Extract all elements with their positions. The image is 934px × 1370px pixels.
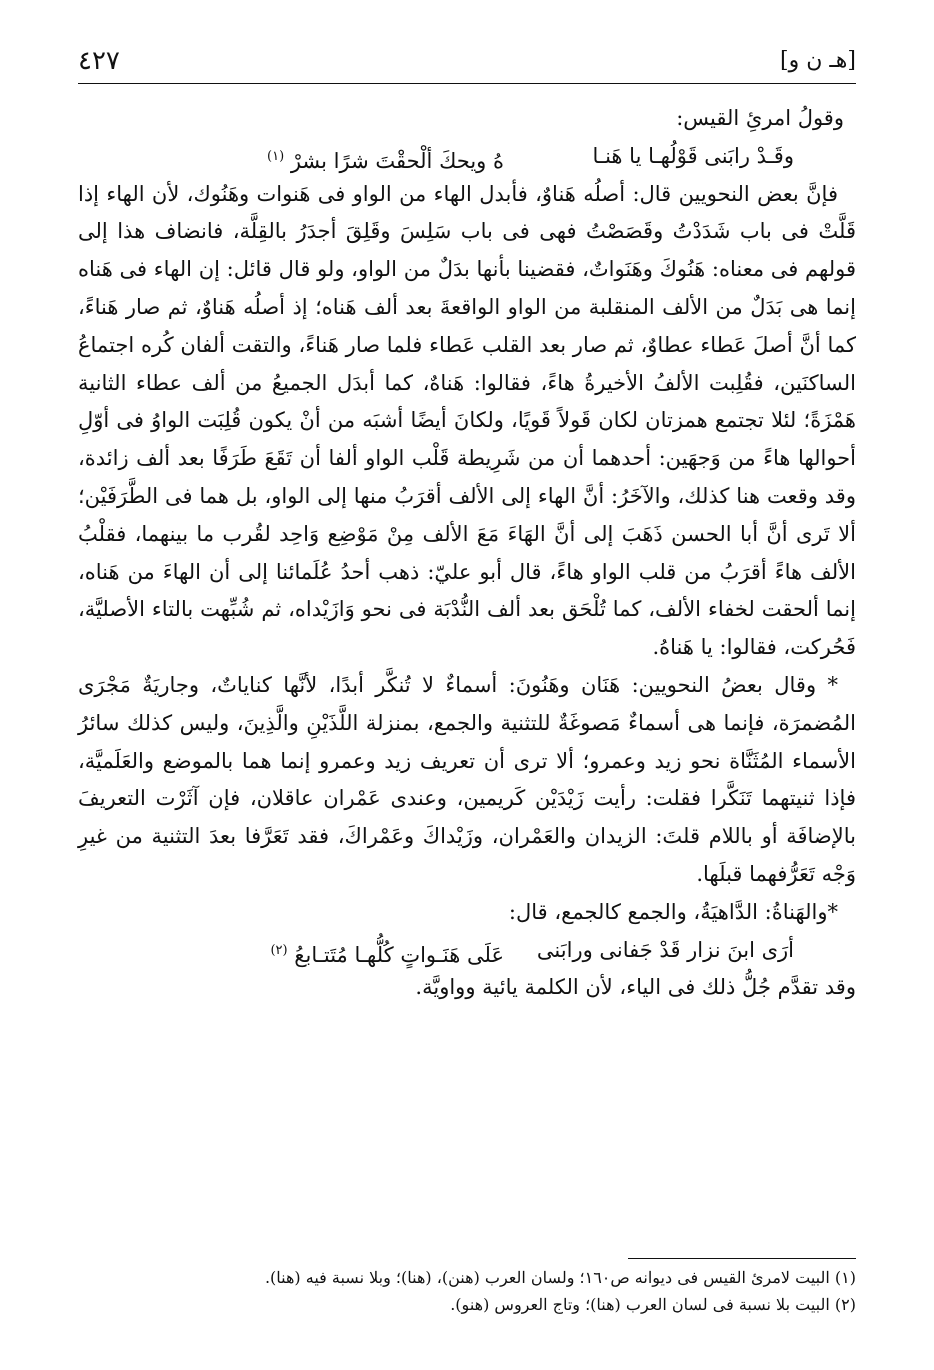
footnote-marker-2: (٢) [270, 942, 288, 958]
paragraph-intro: وقولُ امرئِ القيس: [676, 106, 844, 130]
verse-1-second-hemistich [267, 138, 504, 176]
page-number: ٤٢٧ [78, 46, 120, 76]
verse-line-1 [78, 138, 856, 176]
paragraph-main: فإنَّ بعض النحويين قال: أصلُه هَناوٌ، فأبدل الهاء من الواو فى هَنوات وهَنُوك، لأن الهاء إذا قَلَّتْ فى باب شَدَدْتُ وقَصَصْتُ فهى فى باب سَلِسَ وقَلِقَ أجدَرُ بالقِلَّة، فانضاف هذا إلى قولهم فى معناه: هَنُوكَ وهَنَواتٌ، فقضينا بأنها بدَلٌ من الواو، ولو قال قائل: إن الهاء فى هَناه إنما هى بَدَلٌ من الألف المنقلبة من الواو الواقعةَ بعد ألف هَناه؛ إذ أصلُه هَناوٌ، ثم صار هَناءً، كما أنَّ أصلَ عَطاء عطاوٌ، ثم صار بعد القلب عَطاء فلما صار هَناءً، والتقت ألفان كُره اجتماعُ الساكنَين، فقُلِبت الألفُ الأخيرةُ هاءً، فقالوا: هَناهٌ، كما أبدَل الجميعُ من ألف عطاء الثانية هَمْزَةً؛ لئلا تجتمع همزتان لكان قَولاً قَويًا، ولكانَ أيضًا أشبَه من أنْ يكون قُلِبَت الواوُ فى أوّلِ أحوالها هاءً من وَجهَين: أحدهما أن من شَرِيطة قَلْب الواو ألفا أن تَقَعَ طَرَفًا بعد ألف زائدة، وقد وقعت هنا كذلك، والآخَرُ: أنَّ الهاء إلى الألف أقرَبُ منها إلى الواو، بل هما فى الطَّرَفَيْن؛ ألا تَرى أنَّ أبا الحسن ذَهَبَ إلى أنَّ الهَاءَ مَعَ الألف مِنْ مَوْضِع وَاحِد لقُرب ما بينهما، فقلْبُ الألف هاءً أقرَبُ من قلب الواو هاءً، قال أبو عليّ: ذهب أحدُ عُلَمائنا إلى أن الهاءَ من هَناه، إنما ألحقت لخفاء الألف، كما تُلْحَق بعد ألف النُّدْبَة فى نحو وَازَيْداه، ثم شُبِّهت بالتاء الأصليَّة، فَحُركت، فقالوا: يا هَناهُ. [78, 181, 856, 660]
footnote-2: (٢) البيت بلا نسبة فى لسان العرب (هنا)؛ وتاج العروس (هنو). [450, 1295, 856, 1314]
paragraph-closing: وقد تقدَّم جُلُّ ذلك فى الياء، لأن الكلمة يائية وواويَّة. [415, 975, 856, 1000]
footnote-1: (١) البيت لامرئ القيس فى ديوانه ص١٦٠؛ ولسان العرب (هنن)، (هنا)؛ وبلا نسبة فيه (هنا). [264, 1268, 856, 1287]
verse-2-second-hemistich-text: عَلَى هَنَـواتٍ كُلُّهـا مُتَتـابعُ [294, 942, 504, 967]
header-rule [78, 83, 856, 84]
verse-2-second-hemistich [270, 932, 504, 970]
verse-1-first-hemistich: وقَـدْ رابَنى قَوْلُهـا يا هَنـا [592, 143, 794, 168]
main-text [78, 100, 856, 1007]
running-head: [هـ ن و] [780, 48, 856, 73]
footnote-rule [628, 1258, 856, 1259]
verse-line-2 [78, 932, 856, 970]
paragraph-hanan: * وقال بعضُ النحويين: هَنَان وهَنُونَ: أسماءٌ لا تُنكَّر أبدًا، لأنَّها كناياتٌ، وجاريَةٌ مَجْرَى المُضمرَة، فإنما هى أسماءٌ مَصوغَةٌ للتثنية والجمع، بمنزلة اللَّذَيْنِ والَّذِينَ، وليس كذلك سائرُ الأسماء المُثَنَّاة نحو زيد وعمرو؛ ألا ترى أن تعريف زيد وعمرو إنما هما بالموضع والعَلَميَّة، فإذا ثنيتهما تَنَكَّرا فقلت: رأيت زَيْدَيْن كَريمين، وعندى عَمْران عاقلان، فإن آثَرْت التعريفَ بالإضافَة أو باللام قلتَ: الزيدان والعَمْران، وزَيْداكَ وعَمْراكَ، فقد تَعَرَّفا بعدَ التثنية من غيرِ وَجْه تَعَرُّفهما قبلَها. [78, 672, 856, 886]
verse-1-second-hemistich-text: هُ ويحكَ ألْحقْتَ شرًا بشرْ [290, 148, 504, 173]
footnote-marker-1: (١) [267, 148, 285, 164]
footnotes [78, 1264, 856, 1318]
verse-2-first-hemistich: أرَى ابنَ نزار قَدْ جَفانى ورابَنى [536, 937, 794, 962]
page-header [78, 40, 856, 80]
paragraph-hanat: *والهَناةُ: الدَّاهيَةُ، والجمع كالجمع، قال: [508, 899, 838, 924]
